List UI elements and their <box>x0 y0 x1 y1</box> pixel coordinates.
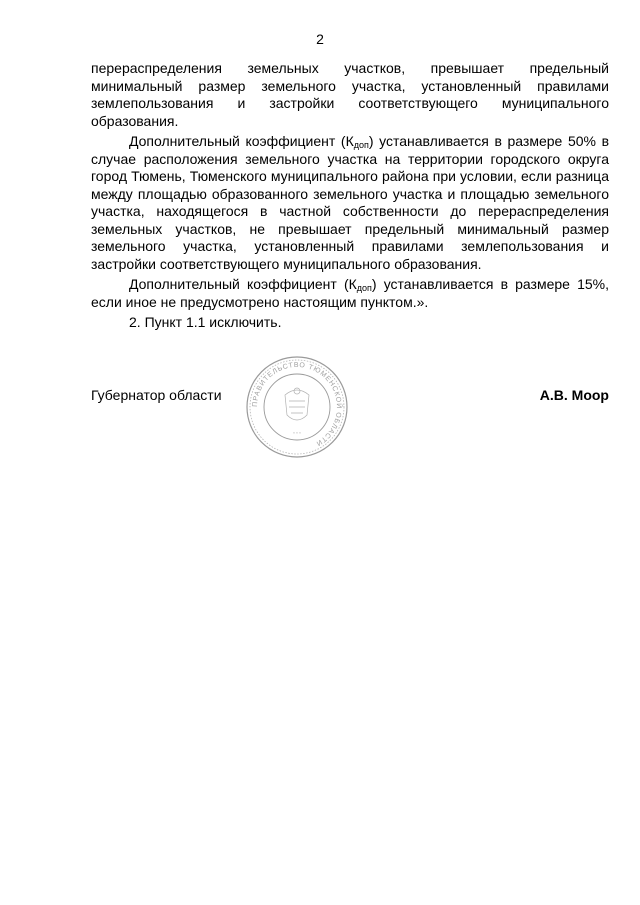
coefficient-text-start: Дополнительный коэффициент (К <box>129 133 354 149</box>
paragraph-1: перераспределения земельных участков, превышает предельный минимальный размер земельного участка, установленный правилами землепользования и застройки соответствующего муниципального образования. <box>91 60 609 129</box>
coefficient-subscript: доп <box>353 140 369 150</box>
page-number: 2 <box>316 31 324 47</box>
seal-graphic <box>245 355 349 459</box>
coefficient-subscript: доп <box>356 283 372 293</box>
paragraph-4: 2. Пункт 1.1 исключить. <box>129 314 282 330</box>
official-seal-icon <box>245 355 349 459</box>
signer-name: А.В. Моор <box>539 387 609 403</box>
seal-ring-text: ПРАВИТЕЛЬСТВО ТЮМЕНСКОЙ ОБЛАСТИ <box>251 361 343 447</box>
signature-block <box>91 386 609 406</box>
paragraph-2 <box>91 133 609 273</box>
signer-title: Губернатор области <box>91 387 222 403</box>
document-body <box>91 60 609 335</box>
coefficient-text-end: ) устанавливается в размере 15%, если иное не предусмотрено настоящим пунктом.». <box>91 276 609 310</box>
svg-text:* * *: * * * <box>293 431 301 436</box>
coefficient-text-end: ) устанавливается в размере 50% в случае расположения земельного участка на территории городского округа город Тюмень, Тюменского муниципального района при условии, если разница между площадью образованного земельного участка и площадью земельного участка, находящегося в частной собственности до перераспределения земельных участков, не превышает предельный минимальный размер земельного участка, установленный правилами землепользования и застройки соответствующего муниципального образования. <box>91 133 610 272</box>
coefficient-text-start: Дополнительный коэффициент (К <box>129 276 357 292</box>
paragraph-3 <box>91 276 609 311</box>
